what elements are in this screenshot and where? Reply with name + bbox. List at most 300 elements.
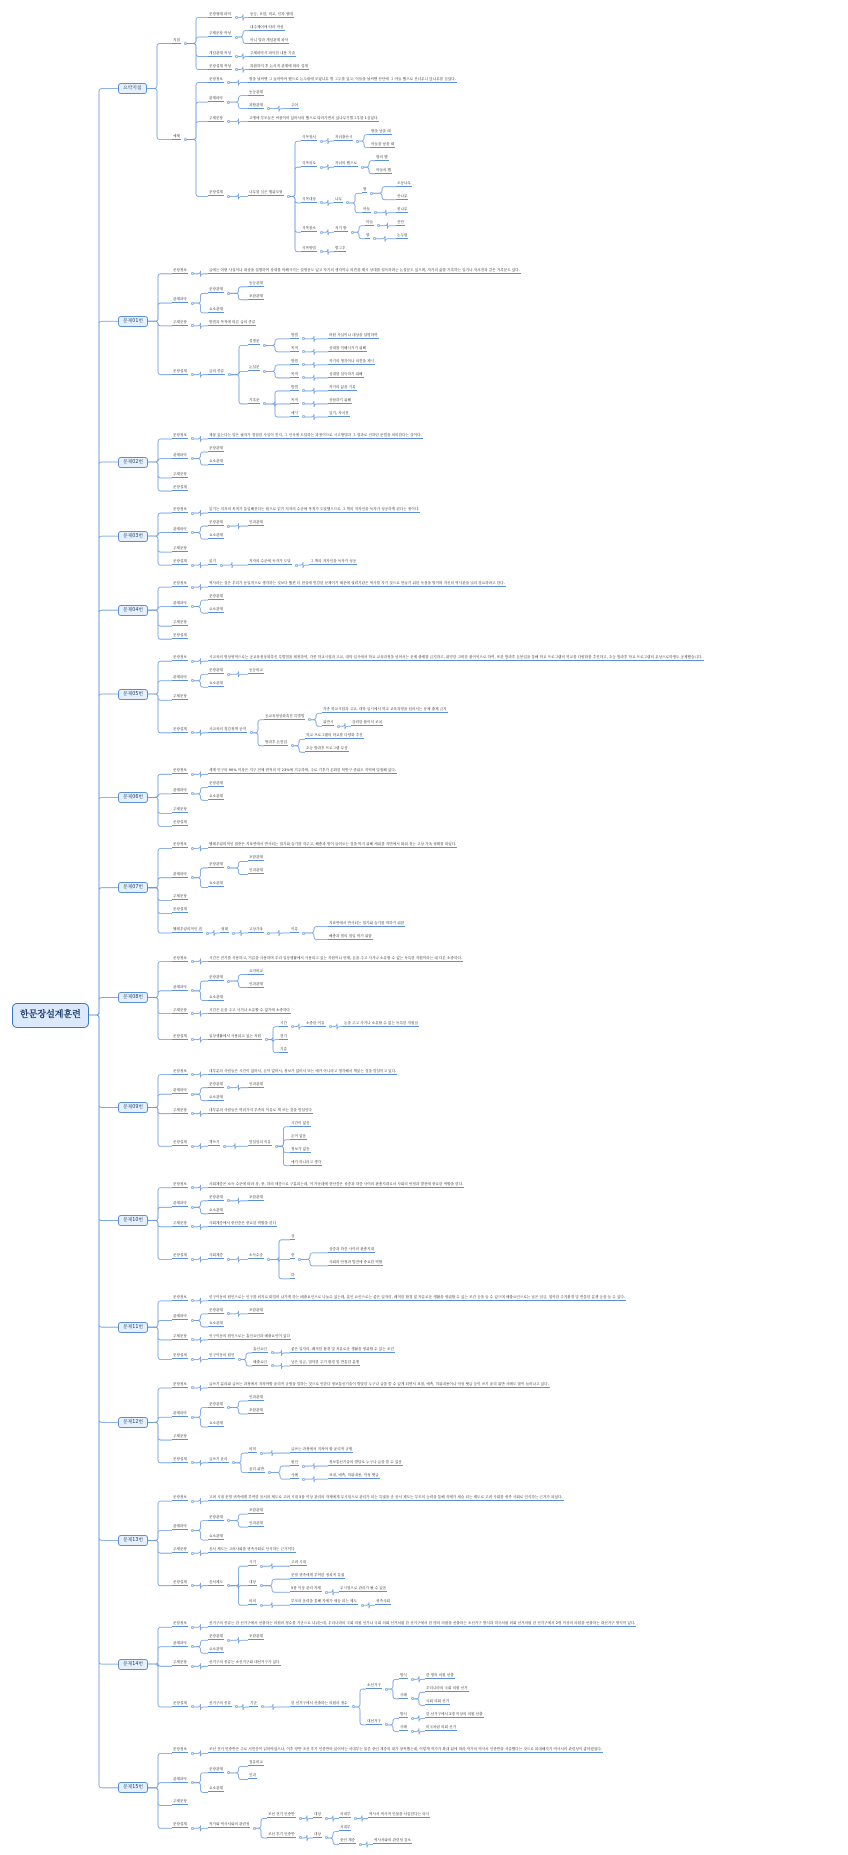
topic-요소관계[interactable]: 요소관계 <box>209 1320 223 1325</box>
topic-문장설계[interactable]: 문장설계 <box>173 1253 187 1258</box>
topic-관계파악[interactable]: 관계파악 <box>173 984 187 989</box>
topic-관계파악[interactable]: 관계파악 <box>173 1411 187 1416</box>
topic-주제문장[interactable]: 주제문장 <box>173 546 187 551</box>
topic-예제[interactable]: 예제 <box>173 133 180 138</box>
topic-딸의-했[interactable]: 딸의 했 <box>376 154 388 159</box>
collapse-toggle-icon[interactable] <box>302 415 305 418</box>
topic-식목장서[interactable]: 식목장서 <box>302 135 316 140</box>
topic-인과관계[interactable]: 인과관계 <box>249 1081 263 1086</box>
topic-정보가-없음[interactable]: 정보가 없음 <box>291 1146 310 1151</box>
topic-글쓰기-분리와-글쓰는-과정에서-지켜야할-윤리[interactable]: 글쓰기 분리와 글쓰는 과정에서 지켜야할 윤리적 규범을 말하는 것으로 인한다 정보통신기술이 발달한 누구나 글을 쓸 수 있게 되면서 표절, 예측, 허위내용이나 악성 댓글 등이 쓰기 윤리 위반 사례도 많이 늘어나고 있다. <box>209 1381 549 1386</box>
collapse-toggle-icon[interactable] <box>227 866 230 869</box>
collapse-toggle-icon[interactable] <box>354 1817 357 1820</box>
topic-주제문장[interactable]: 주제문장 <box>173 1107 187 1112</box>
topic-문벌-귀족에게-부여한-정치적-특권[interactable]: 문벌 귀족에게 부여한 정치적 특권 <box>291 1573 345 1578</box>
collapse-toggle-icon[interactable] <box>191 1358 194 1361</box>
topic-목적[interactable]: 목적 <box>291 397 298 402</box>
collapse-toggle-icon[interactable] <box>373 237 376 240</box>
topic-동등-포함-비교-인과-형태[interactable]: 동등, 포함, 비교, 인과 형태 <box>250 11 293 16</box>
collapse-toggle-icon[interactable] <box>302 932 305 935</box>
collapse-toggle-icon[interactable] <box>191 531 194 534</box>
topic-자기의-삶을-기록[interactable]: 자기의 삶을 기록 <box>329 384 356 389</box>
collapse-toggle-icon[interactable] <box>275 1145 278 1148</box>
collapse-toggle-icon[interactable] <box>291 1025 294 1028</box>
topic-문장관계[interactable]: 문장관계 <box>209 445 223 450</box>
collapse-toggle-icon[interactable] <box>227 1406 230 1409</box>
collapse-toggle-icon[interactable] <box>265 1038 268 1041</box>
collapse-toggle-icon[interactable] <box>346 201 349 204</box>
collapse-toggle-icon[interactable] <box>263 344 266 347</box>
topic-문장정보[interactable]: 문장정보 <box>173 507 187 512</box>
collapse-toggle-icon[interactable] <box>191 679 194 682</box>
topic-중인-계층[interactable]: 중인 계층 <box>340 1838 356 1843</box>
topic-서대부[interactable]: 서대부 <box>340 1825 351 1830</box>
topic-이유[interactable]: 이유 <box>291 927 298 931</box>
collapse-toggle-icon[interactable] <box>267 1258 270 1261</box>
topic-방식[interactable]: 방식 <box>400 1712 407 1717</box>
topic-국회-의회-선거[interactable]: 국회 의회 선거 <box>426 1699 450 1704</box>
topic-문장관계[interactable]: 문장관계 <box>209 1307 223 1312</box>
collapse-toggle-icon[interactable] <box>253 1827 256 1830</box>
topic-서대부[interactable]: 서대부 <box>340 1812 351 1817</box>
topic-아들의-했[interactable]: 아들의 했 <box>376 167 392 172</box>
topic-시기[interactable]: 시기 <box>249 1560 256 1565</box>
collapse-toggle-icon[interactable] <box>377 224 380 227</box>
topic-문장정보[interactable]: 문장정보 <box>209 76 223 81</box>
topic-논두렁[interactable]: 논두렁 <box>397 232 408 237</box>
topic-문장설계[interactable]: 문장설계 <box>173 485 187 490</box>
topic-부모의-음력을-통해-자제가-세습-되는-제도[interactable]: 부모의 음력을 통해 자제가 세습 되는 제도 <box>291 1599 357 1604</box>
topic-별그우[interactable]: 별그우 <box>335 245 346 250</box>
collapse-toggle-icon[interactable] <box>191 1338 194 1341</box>
topic-문장관계[interactable]: 문장관계 <box>209 781 223 786</box>
topic-미국처럼-의회-선거[interactable]: 미국처럼 의회 선거 <box>426 1725 457 1730</box>
collapse-toggle-icon[interactable] <box>191 1386 194 1389</box>
collapse-toggle-icon[interactable] <box>191 1705 194 1708</box>
topic-역사서-역사적-인물을-서술한다는-의식[interactable]: 역사서 역사적 인물을 서술한다는 의식 <box>369 1812 430 1817</box>
topic-주제문장[interactable]: 주제문장 <box>173 807 187 812</box>
collapse-toggle-icon[interactable] <box>260 1604 263 1607</box>
collapse-toggle-icon[interactable] <box>220 564 223 567</box>
topic-관계파악[interactable]: 관계파악 <box>173 452 187 457</box>
topic-돈을-주고-사거나-소유할-수-없는-독특한-자[interactable]: 돈을 주고 사거나 소유할 수 없는 독특한 자원임 <box>344 1020 418 1025</box>
topic-문장관계[interactable]: 문장관계 <box>209 1766 223 1771</box>
topic-아들[interactable]: 아들 <box>363 206 370 211</box>
topic-산단[interactable]: 산단 <box>397 219 404 224</box>
collapse-toggle-icon[interactable] <box>191 605 194 608</box>
topic-중[interactable]: 중 <box>291 1253 295 1258</box>
topic-소선거구[interactable]: 소선거구 <box>367 1683 381 1688</box>
collapse-toggle-icon[interactable] <box>238 1358 241 1361</box>
topic-목적[interactable]: 목적 <box>291 371 298 376</box>
section-문제04번[interactable]: 문제04번 <box>118 605 148 616</box>
topic-시교육의-범상영역으로는-공교육정상화촉진-특별[interactable]: 시교육의 범상영역으로는 공교육정상화촉진 특별법을 제정하여, 각종 학교시험과 고교, 대학 입시에서 학교 교육과정을 넘어서는 문제 출제를 금지하고, 취약한 고비한 불이익으로 하여, 또한 방과후 돈봉업을 통해 학교 프로그램의 학교를 다양화를 추진하고, 초등 방과후 학교 프로그램의 무상으로학생도 공제했습니다. <box>209 655 703 660</box>
collapse-toggle-icon[interactable] <box>227 195 230 198</box>
topic-사회의-안정과-발전에-중요한-역할[interactable]: 사회의 안정과 발전에 중요한 역할 <box>329 1259 383 1264</box>
collapse-toggle-icon[interactable] <box>223 1145 226 1148</box>
topic-한-명의-의원-선출[interactable]: 한 명의 의원 선출 <box>426 1673 454 1678</box>
topic-딸[interactable]: 딸 <box>366 232 370 237</box>
collapse-toggle-icon[interactable] <box>191 1012 194 1015</box>
topic-포함관계[interactable]: 포함관계 <box>249 1194 263 1199</box>
topic-의의[interactable]: 의의 <box>249 1599 256 1604</box>
topic-문장정보[interactable]: 문장정보 <box>173 1621 187 1626</box>
topic-지침[interactable]: 지침 <box>173 37 180 42</box>
topic-관계파악[interactable]: 관계파악 <box>173 600 187 605</box>
topic-문장설계[interactable]: 문장설계 <box>173 1700 187 1705</box>
topic-문장설계[interactable]: 문장설계 <box>173 1822 187 1827</box>
topic-강력한-불이익-조치[interactable]: 강력한 불이익 조치 <box>352 720 383 725</box>
topic-포함관계[interactable]: 포함관계 <box>249 1508 263 1513</box>
topic-상담하기-위해[interactable]: 상담하기 위해 <box>329 397 351 402</box>
collapse-toggle-icon[interactable] <box>271 1364 274 1367</box>
collapse-toggle-icon[interactable] <box>191 1206 194 1209</box>
topic-문장설계[interactable]: 문장설계 <box>173 559 187 564</box>
topic-글쓰는-과정에서-지켜야-할-윤리적-규범[interactable]: 글쓰는 과정에서 지켜야 할 윤리적 규범 <box>291 1447 353 1452</box>
collapse-toggle-icon[interactable] <box>191 302 194 305</box>
topic-해충과-벌의-침입-막기-위함[interactable]: 해충과 벌의 침입 막기 위함 <box>329 933 372 938</box>
topic-포함관계[interactable]: 포함관계 <box>249 1408 263 1413</box>
section-요약지침[interactable]: 요약지침 <box>118 83 147 94</box>
topic-잣나무[interactable]: 잣나무 <box>397 206 408 211</box>
collapse-toggle-icon[interactable] <box>267 932 270 935</box>
topic-기름[interactable]: 기름 <box>280 1046 287 1051</box>
topic-의미[interactable]: 의미 <box>249 1447 256 1452</box>
collapse-toggle-icon[interactable] <box>191 1299 194 1302</box>
collapse-toggle-icon[interactable] <box>191 1186 194 1189</box>
collapse-toggle-icon[interactable] <box>374 211 377 214</box>
section-문제14번[interactable]: 문제14번 <box>118 1659 148 1670</box>
section-문제08번[interactable]: 문제08번 <box>118 992 148 1003</box>
topic-요소관계[interactable]: 요소관계 <box>209 794 223 799</box>
topic-포함관계[interactable]: 포함관계 <box>249 1634 263 1639</box>
collapse-toggle-icon[interactable] <box>299 1836 302 1839</box>
section-문제15번[interactable]: 문제15번 <box>118 1782 148 1793</box>
topic-주제문장[interactable]: 주제문장 <box>173 472 187 477</box>
collapse-toggle-icon[interactable] <box>320 201 323 204</box>
collapse-toggle-icon[interactable] <box>260 1565 263 1568</box>
topic-글의-종류[interactable]: 글의 종류 <box>209 368 225 373</box>
topic-문장정보[interactable]: 문장정보 <box>173 267 187 272</box>
topic-우리나라의-국회-의원-선거[interactable]: 우리나라의 국회 의원 선거 <box>426 1686 468 1691</box>
topic-음서제도[interactable]: 음서제도 <box>209 1579 223 1584</box>
collapse-toggle-icon[interactable] <box>191 457 194 460</box>
topic-문장관계[interactable]: 문장관계 <box>209 975 223 980</box>
collapse-toggle-icon[interactable] <box>268 1471 271 1474</box>
topic-문장정보[interactable]: 문장정보 <box>173 955 187 960</box>
collapse-toggle-icon[interactable] <box>191 773 194 776</box>
root-topic[interactable]: 한문장설계훈련 <box>12 1003 89 1028</box>
topic-주제문장-작성[interactable]: 주제문장 작성 <box>209 31 231 36</box>
topic-자기의-생각이나-의견을-제시[interactable]: 자기의 생각이나 의견을 제시 <box>329 358 375 363</box>
topic-문장정보[interactable]: 문장정보 <box>173 1747 187 1752</box>
collapse-toggle-icon[interactable] <box>191 847 194 850</box>
topic-문장정보[interactable]: 문장정보 <box>173 1068 187 1073</box>
collapse-toggle-icon[interactable] <box>411 1697 414 1700</box>
topic-딸을-낳을-때[interactable]: 딸을 낳을 때 <box>371 128 391 133</box>
topic-대주제어에-따라-작성[interactable]: 대주제어에 따라 작성 <box>250 24 284 29</box>
topic-아들을-낳을-때[interactable]: 아들을 낳을 때 <box>371 141 395 146</box>
topic-주제문장[interactable]: 주제문장 <box>173 894 187 899</box>
topic-요약비교[interactable]: 요약비교 <box>249 968 263 973</box>
topic-그-책의-저자인을-독자가-성공[interactable]: 그 책의 저자인을 독자가 성공 <box>310 559 357 564</box>
collapse-toggle-icon[interactable] <box>191 1552 194 1555</box>
topic-헬레우링의적인-집중은-지표면에서-반사되는-열[interactable]: 헬레우링의적인 집중은 지표면에서 반사되는 열기와 습기를 자주고, 해충과 벌이 들어오는 것을 막기 위해 세워를 지면에서 떠워 짓는 고상 가옥 형태를 띠었다. <box>209 842 457 847</box>
collapse-toggle-icon[interactable] <box>191 512 194 515</box>
topic-인과관계[interactable]: 인과관계 <box>249 1521 263 1526</box>
topic-요소관계[interactable]: 요소관계 <box>209 533 223 538</box>
topic-형태[interactable]: 형태 <box>221 927 228 931</box>
collapse-toggle-icon[interactable] <box>263 370 266 373</box>
collapse-toggle-icon[interactable] <box>191 1416 194 1419</box>
topic-인과관계[interactable]: 인과관계 <box>249 981 263 986</box>
topic-사회계층[interactable]: 사회계층 <box>209 1253 223 1258</box>
collapse-toggle-icon[interactable] <box>299 1817 302 1820</box>
topic-문장설계[interactable]: 문장설계 <box>173 368 187 373</box>
topic-요소관계[interactable]: 요소관계 <box>209 881 223 886</box>
topic-요소관계[interactable]: 요소관계 <box>209 681 223 686</box>
topic-주제문장[interactable]: 주제문장 <box>173 319 187 324</box>
collapse-toggle-icon[interactable] <box>325 1817 328 1820</box>
topic-요소관계[interactable]: 요소관계 <box>209 1421 223 1426</box>
topic-요소관계[interactable]: 요소관계 <box>209 1094 223 1099</box>
topic-사례[interactable]: 사례 <box>400 1725 407 1730</box>
topic-어떤-사실이나-대상을-설명하여[interactable]: 어떤 사실이나 대상을 설명하여 <box>329 332 378 337</box>
topic-선거구의-종류는-한-선거구에서-선출하는-의원[interactable]: 선거구의 종류는 한 선거구에서 선출하는 의원의 정수를 기준으로 나뉘는데, 우리나라의 국회 의원 선거나 국회 의회 선거처럼 한 선거구에서 한 명의 의원을 선출하는 소선거구 방식과 미국처럼 외회 선거처럼 한 선거구에서 2명 이상의 의원을 선출하는 대선거구 방식이 있다. <box>209 1621 636 1626</box>
collapse-toggle-icon[interactable] <box>302 402 305 405</box>
topic-문장설계[interactable]: 문장설계 <box>173 1353 187 1358</box>
topic-방법[interactable]: 방법 <box>291 332 298 337</box>
section-문제11번[interactable]: 문제11번 <box>118 1322 148 1333</box>
collapse-toggle-icon[interactable] <box>329 1025 332 1028</box>
topic-식목방법[interactable]: 식목방법 <box>302 245 316 250</box>
collapse-toggle-icon[interactable] <box>411 1730 414 1733</box>
collapse-toggle-icon[interactable] <box>263 402 266 405</box>
topic-방식[interactable]: 방식 <box>400 1673 407 1678</box>
topic-동등비교[interactable]: 동등비교 <box>249 668 263 673</box>
collapse-toggle-icon[interactable] <box>302 350 305 353</box>
topic-일상생활에서-사용되고-있는-자원[interactable]: 일상생활에서 사용되고 있는 자원 <box>209 1033 262 1038</box>
topic-문장설계[interactable]: 문장설계 <box>173 1579 187 1584</box>
topic-문장관계[interactable]: 문장관계 <box>209 1081 223 1086</box>
topic-글에는-어떤-사실이나-대상을-설명하여-상대를[interactable]: 글에는 어떤 사실이나 대상을 설명하여 상대를 이해시키는 설명문도 있고 자기의 생각이나 의견을 제시 상대를 설득하려는 논설문도 있으며, 자기의 삶를 기록하는 일기나 자서전과 같은 기록문도 있다. <box>209 267 520 272</box>
topic-일기-자서전[interactable]: 일기, 자서전 <box>329 410 349 415</box>
collapse-toggle-icon[interactable] <box>325 1591 328 1594</box>
topic-문장정보[interactable]: 문장정보 <box>173 655 187 660</box>
topic-관계파악[interactable]: 관계파악 <box>173 674 187 679</box>
topic-문장설계[interactable]: 문장설계 <box>173 820 187 825</box>
topic-인구이동의-원인으로는-흡인요인과-배출요인이-[interactable]: 인구이동의 원인으로는 흡인요인과 배출요인이 있다 <box>209 1333 290 1338</box>
topic-자녀출산시[interactable]: 자녀출산시 <box>335 135 353 140</box>
topic-방법[interactable]: 방법 <box>291 358 298 363</box>
collapse-toggle-icon[interactable] <box>191 876 194 879</box>
collapse-toggle-icon[interactable] <box>325 1836 328 1839</box>
topic-예가-아니라고-생각[interactable]: 예가 아니라고 생각 <box>291 1159 322 1164</box>
collapse-toggle-icon[interactable] <box>227 120 230 123</box>
collapse-toggle-icon[interactable] <box>227 1258 230 1261</box>
collapse-toggle-icon[interactable] <box>191 1461 194 1464</box>
topic-좋은-일자리-쾌적한-환경-및-자유로운-생활을[interactable]: 좋은 일자리, 쾌적한 환경 및 자유로운 생활을 영위할 수 있는 조건 <box>291 1346 394 1351</box>
collapse-toggle-icon[interactable] <box>191 564 194 567</box>
topic-문장설계[interactable]: 문장설계 <box>173 1140 187 1145</box>
topic-문장관계[interactable]: 문장관계 <box>209 1194 223 1199</box>
section-문제10번[interactable]: 문제10번 <box>118 1215 148 1226</box>
collapse-toggle-icon[interactable] <box>191 792 194 795</box>
topic-기준[interactable]: 기준 <box>250 1700 257 1705</box>
topic-목적[interactable]: 목적 <box>291 345 298 350</box>
topic-문장설계-작성[interactable]: 문장설계 작성 <box>209 63 231 68</box>
section-문제12번[interactable]: 문제12번 <box>118 1417 148 1428</box>
collapse-toggle-icon[interactable] <box>235 1705 238 1708</box>
topic-식목의로[interactable]: 식목의로 <box>302 161 316 166</box>
collapse-toggle-icon[interactable] <box>337 725 340 728</box>
topic-나무를-심은-행위모형[interactable]: 나무를 심은 행위모형 <box>249 190 283 195</box>
topic-주제파악시-파악한-내용-기술[interactable]: 주제파악시 파악한 내용 기술 <box>250 50 296 55</box>
collapse-toggle-icon[interactable] <box>370 192 373 195</box>
topic-주제문장[interactable]: 주제문장 <box>173 1434 187 1439</box>
topic-대부분의-사람들은-시간이-없어서-돈이-없어서[interactable]: 대부분의 사람들은 시간이 없어서, 돈이 없어서, 정보가 없어서 또는 예가 아니라고 생각해서 책읽는 것을 망설이고 있다. <box>209 1068 397 1073</box>
topic-아들[interactable]: 아들 <box>366 219 373 224</box>
topic-문장형태-파악[interactable]: 문장형태 파악 <box>209 11 231 16</box>
collapse-toggle-icon[interactable] <box>191 324 194 327</box>
collapse-toggle-icon[interactable] <box>191 1500 194 1503</box>
collapse-toggle-icon[interactable] <box>320 166 323 169</box>
topic-복잡하지-후-논리적-관계에-따라-설계[interactable]: 복잡하지 후 논리적 관계에 따라 설계 <box>250 63 308 68</box>
topic-아니-말라-개념관계-파악[interactable]: 아니 말라 개념관계 파악 <box>250 37 289 42</box>
topic-딸[interactable]: 딸 <box>363 187 367 192</box>
collapse-toggle-icon[interactable] <box>191 1112 194 1115</box>
topic-요소관계[interactable]: 요소관계 <box>209 459 223 463</box>
section-문제01번[interactable]: 문제01번 <box>118 316 148 327</box>
collapse-toggle-icon[interactable] <box>287 195 290 198</box>
topic-요소관계[interactable]: 요소관계 <box>209 1534 223 1539</box>
topic-초등-방과후-프로그램-무상[interactable]: 초등 방과후 프로그램 무상 <box>306 746 348 751</box>
collapse-toggle-icon[interactable] <box>206 932 209 935</box>
topic-문장관계[interactable]: 문장관계 <box>209 520 223 525</box>
collapse-toggle-icon[interactable] <box>191 660 194 663</box>
topic-동등관계[interactable]: 동등관계 <box>249 280 263 285</box>
topic-개념관계-작성[interactable]: 개념관계 작성 <box>209 50 231 55</box>
topic-문장정보[interactable]: 문장정보 <box>173 432 187 437</box>
topic-하[interactable]: 하 <box>291 1272 295 1277</box>
topic-문장관계[interactable]: 문장관계 <box>209 861 223 866</box>
topic-문장설계[interactable]: 문장설계 <box>209 190 223 195</box>
topic-사회계층은-소득-수준에-따라-상-중-하의-세[interactable]: 사회계층은 소득 수준에 따라 상, 중, 하의 세층으로 구분되는데, 이 가운데에 중산층은 상층과 하층 사이의 완충지대로서 사회의 안정과 발전에 중요한 역할을 한다. <box>209 1181 464 1186</box>
collapse-toggle-icon[interactable] <box>385 1688 388 1691</box>
topic-헬레우링의적인-집[interactable]: 헬레우링의적인 집 <box>173 927 202 931</box>
collapse-toggle-icon[interactable] <box>352 1705 355 1708</box>
collapse-toggle-icon[interactable] <box>191 1145 194 1148</box>
collapse-toggle-icon[interactable] <box>227 1086 230 1089</box>
collapse-toggle-icon[interactable] <box>320 250 323 253</box>
topic-상[interactable]: 상 <box>291 1233 295 1238</box>
topic-주제문장[interactable]: 주제문장 <box>173 1333 187 1338</box>
topic-요소관계[interactable]: 요소관계 <box>209 1786 223 1791</box>
topic-주제문장[interactable]: 주제문장 <box>173 620 187 625</box>
collapse-toggle-icon[interactable] <box>191 1038 194 1041</box>
collapse-toggle-icon[interactable] <box>191 373 194 376</box>
topic-정보통신기술의-발달로-누구나-글을-쓸-수-있[interactable]: 정보통신기술의 발달로 누구나 글을 쓸 수 있음 <box>329 1460 402 1465</box>
topic-표절-예측-허위내용-악성-댓글[interactable]: 표절, 예측, 허위내용, 악성 댓글 <box>329 1473 379 1478</box>
topic-선거구의-종류[interactable]: 선거구의 종류 <box>209 1700 231 1705</box>
topic-요소관계[interactable]: 요소관계 <box>209 306 223 311</box>
collapse-toggle-icon[interactable] <box>227 1771 230 1774</box>
topic-문장정보[interactable]: 문장정보 <box>173 1181 187 1186</box>
collapse-toggle-icon[interactable] <box>235 55 238 58</box>
topic-오동나무[interactable]: 오동나무 <box>397 180 411 185</box>
collapse-toggle-icon[interactable] <box>191 731 194 734</box>
topic-무시험으로-관리가-될-수-있음[interactable]: 무시험으로 관리가 될 수 있음 <box>340 1586 387 1591</box>
topic-시간은-돈을-주고-사거나-소유할-수-없기에-[interactable]: 시간은 돈을 주고 사거나 소유할 수 없기에 소중하다 <box>209 1007 290 1012</box>
topic-인과관계[interactable]: 인과관계 <box>249 1395 263 1399</box>
collapse-toggle-icon[interactable] <box>191 1319 194 1322</box>
collapse-toggle-icon[interactable] <box>302 363 305 366</box>
topic-사회계층에서-중산층은-중요한-역할을-한다[interactable]: 사회계층에서 중산층은 중요한 역할을 한다 <box>209 1220 277 1225</box>
topic-윤리-위반[interactable]: 윤리 위반 <box>249 1466 265 1471</box>
section-문제05번[interactable]: 문제05번 <box>118 689 148 700</box>
topic-고상가옥[interactable]: 고상가옥 <box>249 927 263 931</box>
collapse-toggle-icon[interactable] <box>267 107 270 110</box>
collapse-toggle-icon[interactable] <box>191 1626 194 1629</box>
topic-대상[interactable]: 대상 <box>314 1831 321 1836</box>
topic-요소관계[interactable]: 요소관계 <box>209 607 223 612</box>
collapse-toggle-icon[interactable] <box>191 1073 194 1076</box>
collapse-toggle-icon[interactable] <box>227 1519 230 1522</box>
topic-문장설계[interactable]: 문장설계 <box>173 1456 187 1461</box>
topic-조선-전기-인중반[interactable]: 조선 전기 인중반 <box>268 1812 295 1817</box>
collapse-toggle-icon[interactable] <box>359 1843 362 1846</box>
topic-전기[interactable]: 전기 <box>280 1033 287 1038</box>
section-문제03번[interactable]: 문제03번 <box>118 531 148 542</box>
topic-재물-있는다는-말은-필자가-경험한-사실이-진[interactable]: 재물 있는다는 말은 필자가 경험한 사실이 진지, 그 인식에 도달하는 과정이므로 시고방법과 그 결과로 인하던 문법을 의미한다는 것이다. <box>209 432 422 437</box>
topic-주제문장[interactable]: 주제문장 <box>173 1799 187 1804</box>
topic-상대를-이해시키기-위해[interactable]: 상대를 이해시키기 위해 <box>329 345 366 350</box>
collapse-toggle-icon[interactable] <box>191 1529 194 1532</box>
topic-주제문장[interactable]: 주제문장 <box>173 694 187 699</box>
collapse-toggle-icon[interactable] <box>320 140 323 143</box>
collapse-toggle-icon[interactable] <box>227 1312 230 1315</box>
topic-상층과-하층-사이의-완충지대[interactable]: 상층과 하층 사이의 완충지대 <box>329 1246 375 1251</box>
topic-요소관계[interactable]: 요소관계 <box>209 1647 223 1652</box>
topic-글쓰기-윤리[interactable]: 글쓰기 윤리 <box>209 1456 228 1461</box>
topic-인구이동의-원인[interactable]: 인구이동의 원인 <box>209 1353 235 1358</box>
topic-문장설계[interactable]: 문장설계 <box>173 633 187 638</box>
topic-한-선거구에서-선출하는-의원의-정수[interactable]: 한 선거구에서 선출하는 의원의 정수 <box>291 1700 348 1705</box>
topic-문장관계[interactable]: 문장관계 <box>209 1634 223 1639</box>
collapse-toggle-icon[interactable] <box>260 1584 263 1587</box>
collapse-toggle-icon[interactable] <box>227 673 230 676</box>
collapse-toggle-icon[interactable] <box>227 101 230 104</box>
topic-기록문[interactable]: 기록문 <box>249 397 260 402</box>
topic-문장정보[interactable]: 문장정보 <box>173 1495 187 1500</box>
topic-문장관계[interactable]: 문장관계 <box>209 668 223 673</box>
collapse-toggle-icon[interactable] <box>261 1705 264 1708</box>
topic-대선거구[interactable]: 대선거구 <box>367 1718 381 1723</box>
topic-관계파악[interactable]: 관계파악 <box>209 96 223 101</box>
topic-주어[interactable]: 주어 <box>291 102 298 107</box>
topic-읽기[interactable]: 읽기 <box>209 559 216 564</box>
topic-각종-학교시험과-고교-대학-입시에서-학교-교[interactable]: 각종 학교시험과 고교, 대학 입시에서 학교 교육과정을 넘어서는 문제 출제 금지 <box>323 707 447 712</box>
topic-선거구의-종류는-소선거구와-대선거구가-있다[interactable]: 선거구의 종류는 소선거구와 대선거구가 있다 <box>209 1660 280 1665</box>
collapse-toggle-icon[interactable] <box>298 1258 301 1261</box>
topic-주제문장[interactable]: 주제문장 <box>173 1007 187 1012</box>
topic-문장정보[interactable]: 문장정보 <box>173 842 187 847</box>
topic-공교육정상화촉진-특별법[interactable]: 공교육정상화촉진 특별법 <box>265 713 305 718</box>
topic-시간이-없음[interactable]: 시간이 없음 <box>291 1120 310 1125</box>
collapse-toggle-icon[interactable] <box>184 138 187 141</box>
topic-설명문[interactable]: 설명문 <box>249 339 260 344</box>
topic-동등관계[interactable]: 동등관계 <box>249 89 263 94</box>
